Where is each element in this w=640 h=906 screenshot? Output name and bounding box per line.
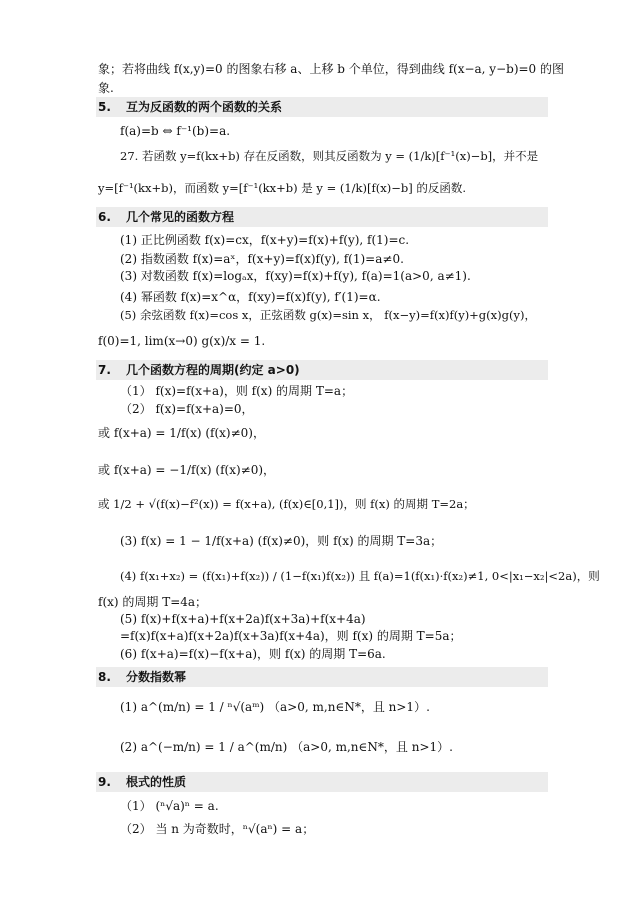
formula-line: f(a)=b ⇔ f⁻¹(b)=a. — [120, 124, 231, 138]
formula-line: (4) f(x₁+x₂) = (f(x₁)+f(x₂)) / (1−f(x₁)f(x₂)) 且 f(a)=1(f(x₁)·f(x₂)≠1, 0<|x₁−x₂|<2a)，则 — [120, 569, 600, 583]
formula-line: 或 f(x+a) = −1/f(x) (f(x)≠0)， — [98, 463, 276, 477]
text-line: f(x) 的周期 T=4a； — [98, 595, 208, 609]
text-line: (4) 幂函数 f(x)=x^α，f(xy)=f(x)f(y), f′(1)=α. — [120, 290, 381, 304]
section-title: 根式的性质 — [126, 775, 187, 789]
section-number: 8. — [98, 670, 111, 684]
formula-line: =f(x)f(x+a)f(x+2a)f(x+3a)f(x+4a)，则 f(x) 的周期 T=5a； — [120, 629, 462, 643]
text-line: 象. — [98, 81, 114, 95]
formula-line: (1) a^(m/n) = 1 / ⁿ√(aᵐ) （a>0, m,n∈N*，且 n>1）. — [120, 700, 430, 714]
section-header-7 — [96, 360, 548, 380]
section-title: 几个常见的函数方程 — [126, 210, 235, 224]
formula-line: 或 1/2 + √(f(x)−f²(x)) = f(x+a), (f(x)∈[0,1])，则 f(x) 的周期 T=2a； — [98, 497, 475, 511]
formula-line: （1） (ⁿ√a)ⁿ = a. — [120, 799, 219, 813]
formula-line: （2） 当 n 为奇数时，ⁿ√(aⁿ) = a； — [120, 822, 315, 836]
text-line: （1） f(x)=f(x+a)，则 f(x) 的周期 T=a； — [120, 384, 354, 398]
text-line: (3) 对数函数 f(x)=logₐx，f(xy)=f(x)+f(y), f(a)=1(a>0, a≠1). — [120, 269, 471, 283]
formula-line: (2) a^(−m/n) = 1 / a^(m/n) （a>0, m,n∈N*，且 n>1）. — [120, 740, 453, 754]
section-title: 分数指数幂 — [126, 670, 187, 684]
formula-line: f(0)=1, lim(x→0) g(x)/x = 1. — [98, 334, 266, 348]
section-header-9 — [96, 772, 548, 792]
section-header-8 — [96, 667, 548, 687]
section-title: 几个函数方程的周期(约定 a>0) — [126, 363, 300, 377]
text-line: y=[f⁻¹(kx+b)，而函数 y=[f⁻¹(kx+b) 是 y = (1/k)[f(x)−b] 的反函数. — [98, 181, 466, 195]
section-header-6 — [96, 207, 548, 227]
section-header-5 — [96, 97, 548, 117]
section-number: 5. — [98, 100, 111, 114]
text-line: (2) 指数函数 f(x)=aˣ，f(x+y)=f(x)f(y), f(1)=a≠0. — [120, 252, 404, 266]
formula-line: (3) f(x) = 1 − 1/f(x+a) (f(x)≠0)，则 f(x) 的周期 T=3a； — [120, 534, 443, 548]
text-line: （2） f(x)=f(x+a)=0， — [120, 402, 254, 416]
formula-line: (6) f(x+a)=f(x)−f(x+a)，则 f(x) 的周期 T=6a. — [120, 647, 386, 661]
section-number: 9. — [98, 775, 111, 789]
formula-line: (5) f(x)+f(x+a)+f(x+2a)f(x+3a)+f(x+4a) — [120, 612, 366, 626]
text-line: 27. 若函数 y=f(kx+b) 存在反函数，则其反函数为 y = (1/k)[f⁻¹(x)−b]，并不是 — [120, 149, 539, 163]
section-title: 互为反函数的两个函数的关系 — [126, 100, 283, 114]
formula-line: 或 f(x+a) = 1/f(x) (f(x)≠0)， — [98, 426, 265, 440]
text-line: 象；若将曲线 f(x,y)=0 的图象右移 a、上移 b 个单位，得到曲线 f(x−a, y−b)=0 的图 — [98, 62, 565, 76]
text-line: (5) 余弦函数 f(x)=cos x，正弦函数 g(x)=sin x， f(x−y)=f(x)f(y)+g(x)g(y)， — [120, 308, 536, 322]
section-number: 7. — [98, 363, 111, 377]
text-line: (1) 正比例函数 f(x)=cx，f(x+y)=f(x)+f(y), f(1)=c. — [120, 233, 410, 247]
section-number: 6. — [98, 210, 111, 224]
